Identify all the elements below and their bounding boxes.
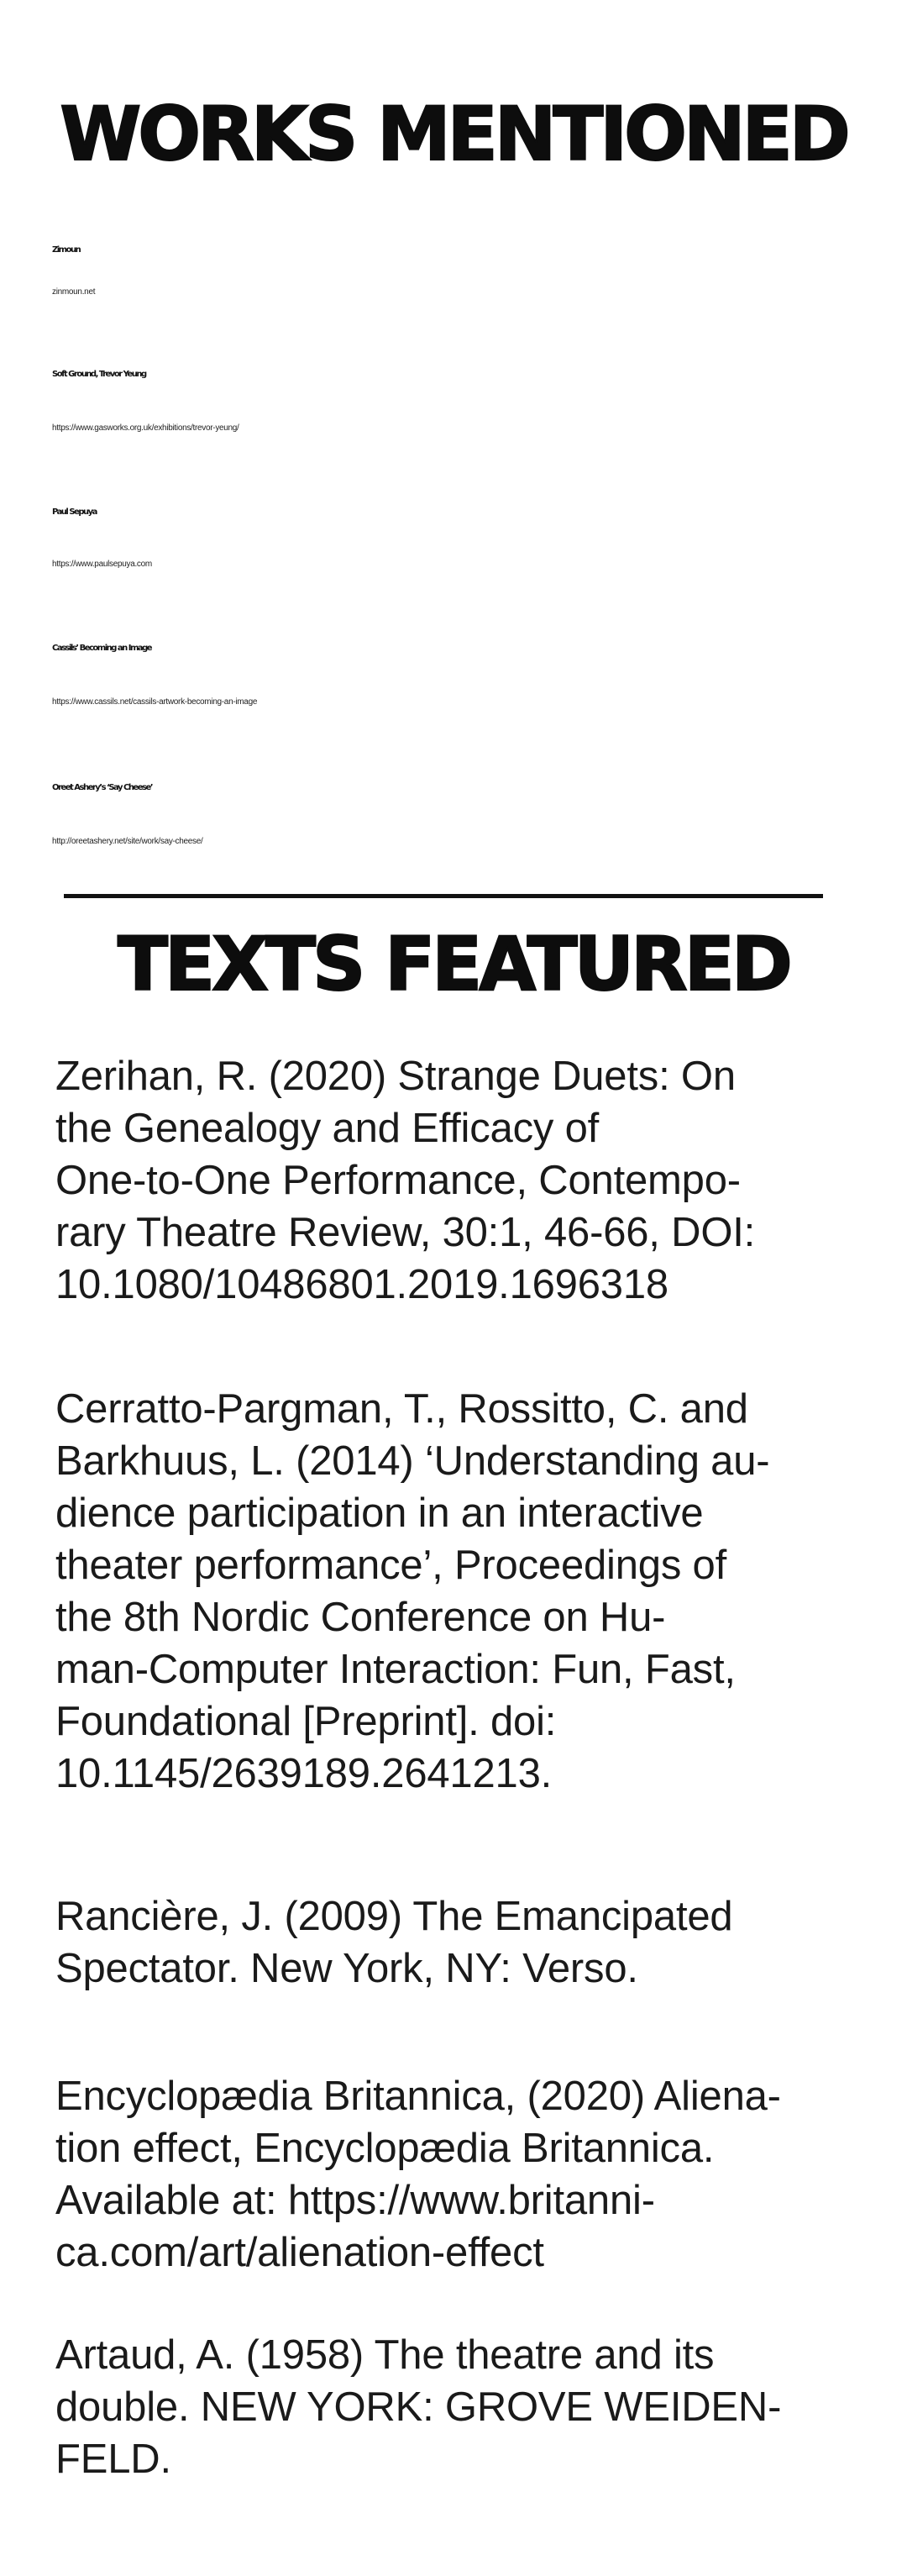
work-title: Soft Ground, Trevor Yeung — [52, 370, 146, 379]
work-title: Zimoun — [52, 245, 81, 255]
work-url[interactable]: https://www.paulsepuya.com — [52, 560, 152, 569]
work-title: Cassils’ Becoming an Image — [52, 644, 152, 653]
work-url[interactable]: https://www.cassils.net/cassils-artwork-becoming-an-image — [52, 697, 258, 707]
works-mentioned-heading: WORKS MENTIONED — [60, 91, 847, 177]
work-title: Paul Sepuya — [52, 507, 97, 517]
texts-featured-heading: TEXTS FEATURED — [118, 921, 789, 1007]
reference-item-cerratto-pargman: Cerratto-Pargman, T., Rossitto, C. and Barkhuus, L. (2014) ‘Understanding au- dience participation in an interactive theater performance’, Proceedings of the 8th Nordic Conference on Hu- man-Computer Interaction: Fun, Fast, Foundational [Preprint]. doi: 10.1145/2639189.2641213. — [55, 1386, 770, 1796]
work-url[interactable]: https://www.gasworks.org.uk/exhibitions/trevor-yeung/ — [52, 423, 239, 433]
work-url[interactable]: zinmoun.net — [52, 287, 96, 297]
work-item-paul-sepuya — [52, 486, 900, 580]
work-item-oreet-ashery — [52, 761, 900, 857]
section-divider — [64, 894, 823, 898]
reference-item-zerihan: Zerihan, R. (2020) Strange Duets: On the Genealogy and Efficacy of One-to-One Performance, Contempo- rary Theatre Review, 30:1, 46-66, DOI: 10.1080/10486801.2019.1696318 — [55, 1054, 756, 1307]
work-item-soft-ground — [52, 348, 900, 444]
work-item-cassils — [52, 622, 900, 718]
work-url[interactable]: http://oreetashery.net/site/work/say-cheese/ — [52, 837, 203, 846]
work-item-zimoun — [52, 223, 900, 308]
reference-item-ranciere: Rancière, J. (2009) The Emancipated Spectator. New York, NY: Verso. — [55, 1894, 733, 1991]
reference-item-artaud: Artaud, A. (1958) The theatre and its double. NEW YORK: GROVE WEIDEN- FELD. — [55, 2332, 782, 2482]
reference-item-britannica: Encyclopædia Britannica, (2020) Aliena- tion effect, Encyclopædia Britannica. Available at: https://www.britanni- ca.com/art/alienation-effect — [55, 2074, 781, 2275]
work-title: Oreet Ashery’s ‘Say Cheese’ — [52, 783, 153, 792]
